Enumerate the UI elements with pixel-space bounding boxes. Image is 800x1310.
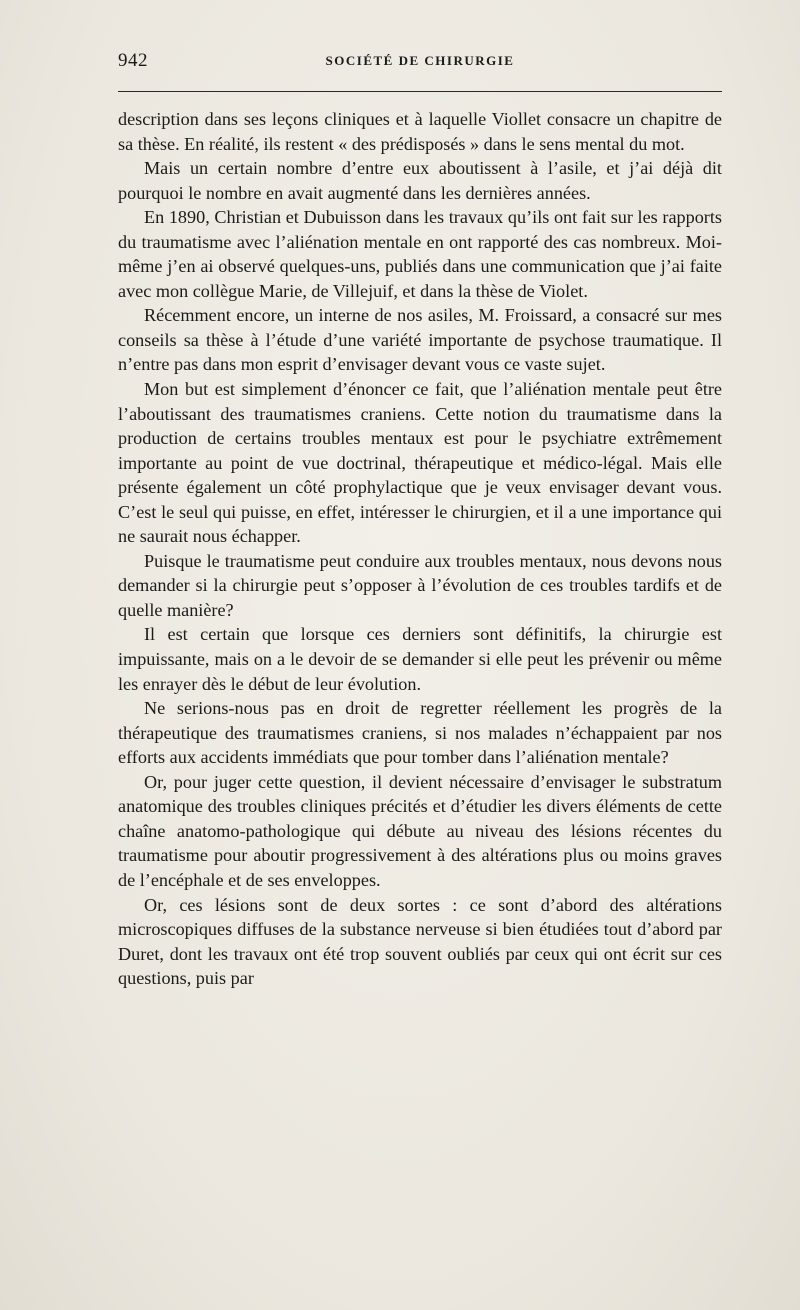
paragraph: Mais un certain nombre d’entre eux aboutissent à l’asile, et j’ai déjà dit pourquoi le nombre en avait augmenté dans les dernières années.: [118, 158, 722, 203]
page-number: 942: [118, 50, 148, 71]
paragraph: Récemment encore, un interne de nos asiles, M. Froissard, a consacré sur mes conseils sa thèse à l’étude d’une variété importante de psychose traumatique. Il n’entre pas dans mon esprit d’envisager devant vous ce vaste sujet.: [118, 305, 722, 375]
paragraph: Mon but est simplement d’énoncer ce fait, que l’aliénation mentale peut être l’aboutissant des traumatismes craniens. Cette notion du traumatisme dans la production de certains troubles mentaux est pour le psychiatre extrêmement importante au point de vue doctrinal, thérapeutique et médico-légal. Mais elle présente également un côté prophylactique que je veux envisager devant vous. C’est le seul qui puisse, en effet, intéresser le chirurgien, et il a une importance qui ne saurait nous échapper.: [118, 379, 722, 547]
paragraph: Il est certain que lorsque ces derniers sont définitifs, la chirurgie est impuissante, mais on a le devoir de se demander si elle peut les prévenir ou même les enrayer dès le début de leur évolution.: [118, 624, 722, 694]
header-rule: [118, 91, 722, 92]
paragraph: Or, pour juger cette question, il devient nécessaire d’envisager le substratum anatomique des troubles cliniques précités et d’étudier les divers éléments de cette chaîne anatomo-pathologique qui débute au niveau des lésions récentes du traumatisme pour aboutir progressivement à des altérations plus ou moins graves de l’encéphale et de ses enveloppes.: [118, 771, 722, 890]
paragraph: En 1890, Christian et Dubuisson dans les travaux qu’ils ont fait sur les rapports du traumatisme avec l’aliénation mentale en ont rapporté des cas nombreux. Moi-même j’en ai observé quelques-uns, publiés dans une communication que j’ai faite avec mon collègue Marie, de Villejuif, et dans la thèse de Violet.: [118, 207, 722, 301]
paragraph-continued: description dans ses leçons cliniques et à laquelle Viollet consacre un chapitre de sa thèse. En réalité, ils restent « des prédisposés » dans le sens mental du mot.: [118, 109, 722, 154]
paragraph: Or, ces lésions sont de deux sortes : ce sont d’abord des altérations microscopiques diffuses de la substance nerveuse si bien étudiées tout d’abord par Duret, dont les travaux ont été trop souvent oubliés par ceux qui ont écrit sur ces questions, puis par: [118, 894, 722, 989]
running-title: SOCIÉTÉ DE CHIRURGIE: [325, 53, 515, 68]
paragraph: Ne serions-nous pas en droit de regretter réellement les progrès de la thérapeutique des traumatismes craniens, si nos malades n’échappaient par nos efforts aux accidents immédiats que pour tomber dans l’aliénation mentale?: [118, 698, 722, 768]
body-text: [118, 107, 722, 991]
page-header: [118, 50, 722, 72]
paragraph: Puisque le traumatisme peut conduire aux troubles mentaux, nous devons nous demander si la chirurgie peut s’opposer à l’évolution de ces troubles tardifs et de quelle manière?: [118, 550, 722, 620]
